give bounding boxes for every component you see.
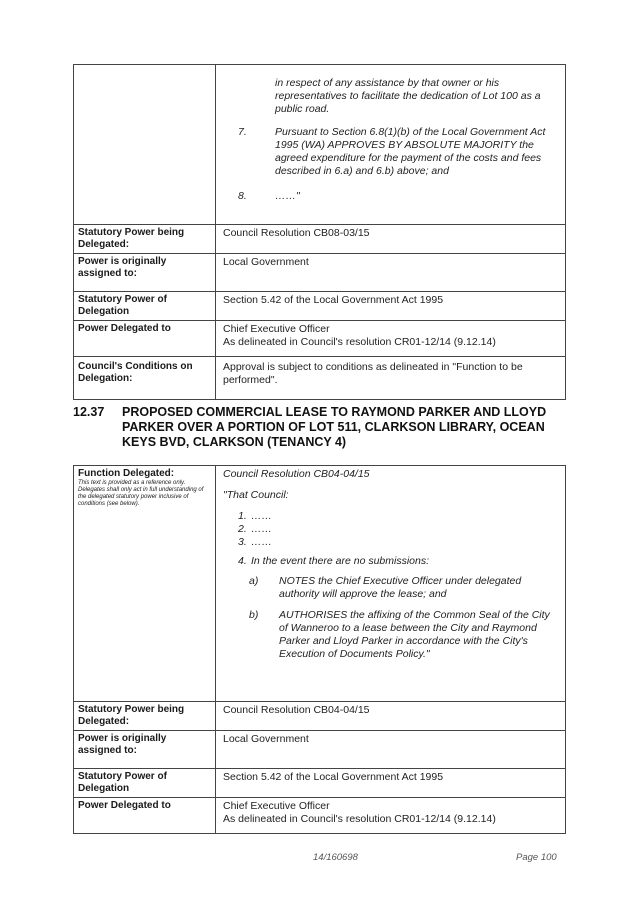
list-item-text: …… [251, 536, 272, 548]
page-number: Page 100 [516, 852, 557, 863]
list-item-number: 2. [238, 523, 247, 535]
value-delegated-to [216, 798, 566, 834]
list-item-text: …… [251, 523, 272, 535]
label-power-originally-assigned: Power is originally assigned to: [74, 254, 216, 292]
list-item [238, 523, 558, 536]
item-4 [238, 555, 558, 568]
value-ceo: Chief Executive Officer [223, 800, 330, 812]
item-7-number: 7. [238, 126, 247, 138]
empty-label-cell [74, 65, 216, 225]
value-delegated-to [216, 321, 566, 357]
value-local-government: Local Government [216, 254, 566, 292]
value-section-542: Section 5.42 of the Local Government Act 1995 [216, 769, 566, 798]
label-councils-conditions: Council's Conditions on Delegation: [74, 357, 216, 400]
value-council-resolution: Council Resolution CB08-03/15 [216, 225, 566, 254]
function-delegated-cell [74, 466, 216, 702]
value-local-government: Local Government [216, 731, 566, 769]
function-delegated-label: Function Delegated: [78, 468, 175, 479]
value-ceo: Chief Executive Officer [223, 323, 330, 335]
delegation-table-top [73, 64, 566, 400]
label-statutory-power-being-delegated: Statutory Power being Delegated: [74, 225, 216, 254]
label-power-delegated-to: Power Delegated to [74, 798, 216, 834]
list-item [238, 510, 558, 523]
label-power-originally-assigned: Power is originally assigned to: [74, 731, 216, 769]
item-8-text: ……" [275, 190, 300, 202]
sub-item-a [249, 575, 558, 601]
that-council: "That Council: [223, 489, 289, 501]
item-7-text: Pursuant to Section 6.8(1)(b) of the Local Government Act 1995 (WA) APPROVES BY ABSOLUTE MAJORITY the agreed expenditure for the payment of the costs and fees described in 6.a) and 6.b) above; and [275, 126, 546, 177]
item-8 [238, 190, 558, 203]
label-statutory-power-of-delegation: Statutory Power of Delegation [74, 292, 216, 321]
value-section-542: Section 5.42 of the Local Government Act 1995 [216, 292, 566, 321]
list-item-number: 3. [238, 536, 247, 548]
value-delineated: As delineated in Council's resolution CR01-12/14 (9.12.14) [223, 813, 496, 825]
resolution-continuation [216, 65, 566, 225]
resolution-text-cell [216, 466, 566, 702]
resolution-reference: Council Resolution CB04-04/15 [223, 468, 370, 480]
list-item [238, 536, 558, 549]
item-8-number: 8. [238, 190, 247, 202]
sub-item-b-label: b) [249, 609, 259, 621]
function-delegated-note: This text is provided as a reference only. Delegates shall only act in full understanding of the delegated statutory power inclusive of conditions (see below). [78, 480, 204, 507]
sub-item-a-label: a) [249, 575, 259, 587]
sub-item-b-text: AUTHORISES the affixing of the Common Seal of the City of Wanneroo to a lease between the City and Raymond Parker and Lloyd Parker in accordance with the City's Execution of Documents Policy." [279, 609, 550, 660]
section-heading [73, 405, 573, 450]
delegation-table-bottom [73, 465, 566, 834]
item-4-text: In the event there are no submissions: [251, 555, 430, 567]
item-7 [238, 126, 558, 178]
value-delineated: As delineated in Council's resolution CR01-12/14 (9.12.14) [223, 336, 496, 348]
value-conditions: Approval is subject to conditions as delineated in "Function to be performed". [216, 357, 566, 400]
sub-item-b [249, 609, 558, 661]
label-statutory-power-of-delegation: Statutory Power of Delegation [74, 769, 216, 798]
label-statutory-power-being-delegated: Statutory Power being Delegated: [74, 702, 216, 731]
list-item-number: 1. [238, 510, 247, 522]
item-4-number: 4. [238, 555, 247, 567]
label-power-delegated-to: Power Delegated to [74, 321, 216, 357]
value-council-resolution: Council Resolution CB04-04/15 [216, 702, 566, 731]
list-item-text: …… [251, 510, 272, 522]
section-title: PROPOSED COMMERCIAL LEASE TO RAYMOND PARKER AND LLOYD PARKER OVER A PORTION OF LOT 511, CLARKSON LIBRARY, OCEAN KEYS BVD, CLARKSON (TENANCY 4) [122, 405, 547, 449]
section-number: 12.37 [73, 405, 105, 419]
continuation-text: in respect of any assistance by that owner or his representatives to facilitate the dedication of Lot 100 as a public road. [275, 77, 541, 115]
items-1-3 [238, 510, 558, 549]
document-reference: 14/160698 [313, 852, 358, 863]
sub-item-a-text: NOTES the Chief Executive Officer under delegated authority will approve the lease; and [279, 575, 522, 600]
